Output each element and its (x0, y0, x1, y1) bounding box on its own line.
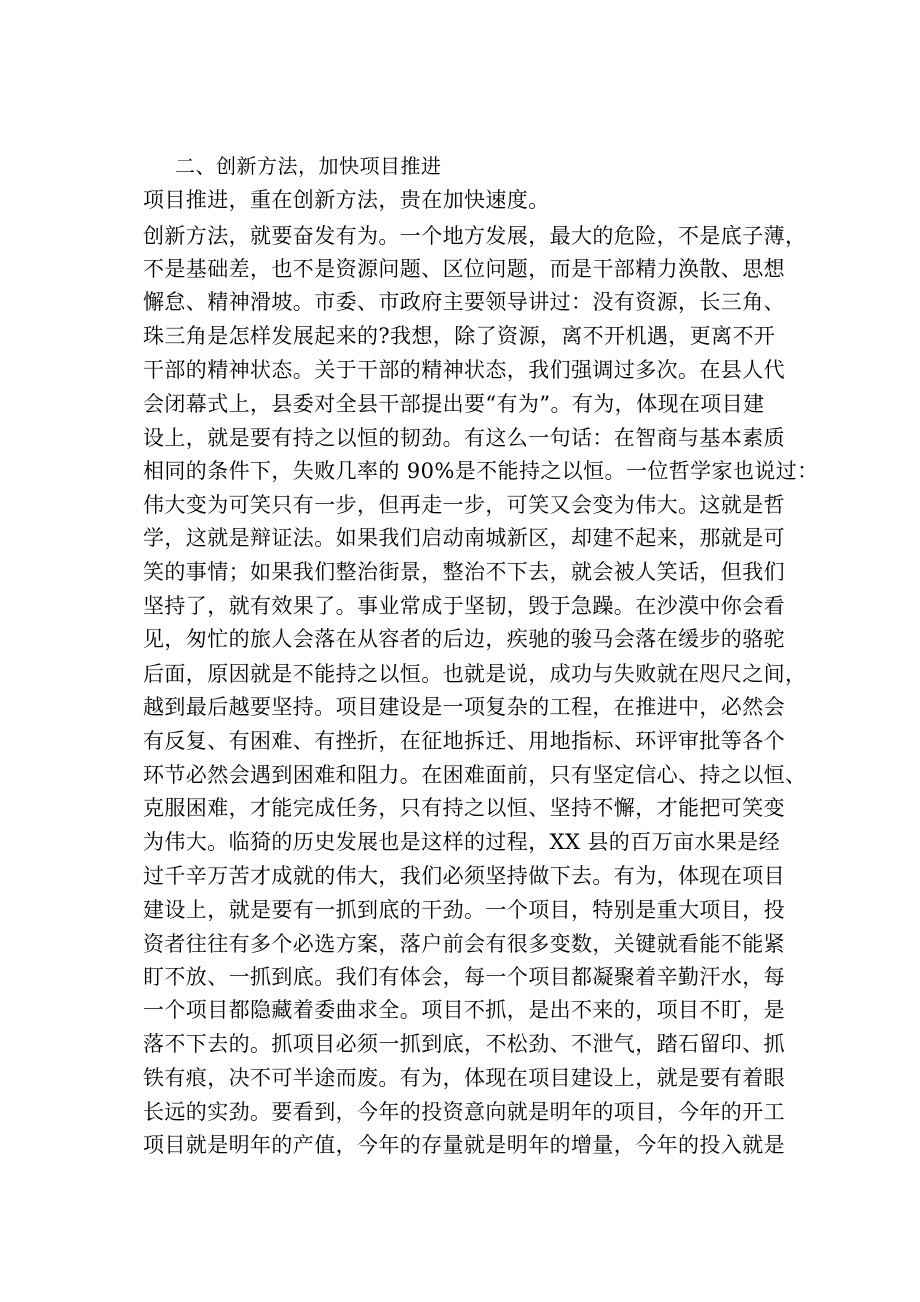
paragraph-line: 珠三角是怎样发展起来的?我想，除了资源，离不开机遇，更离不开 (143, 324, 776, 348)
paragraph-line: 项目就是明年的产值，今年的存量就是明年的增量，今年的投入就是 (143, 1133, 785, 1157)
section-heading: 二、创新方法，加快项目推进 (175, 154, 442, 178)
paragraph-line: 见，匆忙的旅人会落在从容者的后边，疾驰的骏马会落在缓步的骆驼 (143, 627, 785, 651)
paragraph-line: 过千辛万苦才成就的伟大，我们必须坚持做下去。有为，体现在项目 (143, 864, 785, 888)
paragraph-line: 伟大变为可笑只有一步，但再走一步，可笑又会变为伟大。这就是哲 (143, 493, 785, 517)
paragraph-line: 落不下去的。抓项目必须一抓到底，不松劲、不泄气，踏石留印、抓 (143, 1032, 785, 1056)
paragraph-line: 懈怠、精神滑坡。市委、市政府主要领导讲过：没有资源，长三角、 (143, 290, 785, 314)
paragraph-line: 学，这就是辩证法。如果我们启动南城新区，却建不起来，那就是可 (143, 526, 785, 550)
paragraph-line: 项目推进，重在创新方法，贵在加快速度。 (143, 188, 550, 212)
paragraph-line: 设上，就是要有持之以恒的韧劲。有这么一句话：在智商与基本素质 (143, 426, 785, 450)
paragraph-line: 克服困难，才能完成任务，只有持之以恒、坚持不懈，才能把可笑变 (143, 796, 785, 820)
paragraph-line: 有反复、有困难、有挫折，在征地拆迁、用地指标、环评审批等各个 (143, 729, 785, 753)
paragraph-line: 建设上，就是要有一抓到底的干劲。一个项目，特别是重大项目，投 (143, 898, 785, 922)
paragraph-line: 长远的实劲。要看到，今年的投资意向就是明年的项目，今年的开工 (143, 1100, 785, 1124)
paragraph-line: 环节必然会遇到困难和阻力。在困难面前，只有坚定信心、持之以恒、 (143, 763, 807, 787)
paragraph-line: 干部的精神状态。关于干部的精神状态，我们强调过多次。在县人代 (143, 358, 785, 382)
paragraph-line: 坚持了，就有效果了。事业常成于坚韧，毁于急躁。在沙漠中你会看 (143, 594, 785, 618)
paragraph-line: 不是基础差，也不是资源问题、区位问题，而是干部精力涣散、思想 (143, 257, 785, 281)
paragraph-line: 后面，原因就是不能持之以恒。也就是说，成功与失败就在咫尺之间， (143, 662, 807, 686)
paragraph-line: 盯不放、一抓到底。我们有体会，每一个项目都凝聚着辛勤汗水，每 (143, 965, 785, 989)
paragraph-line: 为伟大。临猗的历史发展也是这样的过程，XX 县的百万亩水果是经 (143, 830, 780, 854)
paragraph-line: 相同的条件下，失败几率的 90%是不能持之以恒。一位哲学家也说过： (143, 459, 819, 483)
paragraph-line: 创新方法，就要奋发有为。一个地方发展，最大的危险，不是底子薄， (143, 224, 807, 248)
paragraph-line: 一个项目都隐藏着委曲求全。项目不抓，是出不来的，项目不盯，是 (143, 998, 785, 1022)
paragraph-line: 会闭幕式上，县委对全县干部提出要“有为”。有为，体现在项目建 (143, 392, 765, 416)
paragraph-line: 资者往往有多个必选方案，落户前会有很多变数，关键就看能不能紧 (143, 932, 785, 956)
paragraph-line: 铁有痕，决不可半途而废。有为，体现在项目建设上，就是要有着眼 (143, 1066, 785, 1090)
paragraph-line: 越到最后越要坚持。项目建设是一项复杂的工程，在推进中，必然会 (143, 695, 785, 719)
paragraph-line: 笑的事情；如果我们整治街景，整治不下去，就会被人笑话，但我们 (143, 560, 785, 584)
